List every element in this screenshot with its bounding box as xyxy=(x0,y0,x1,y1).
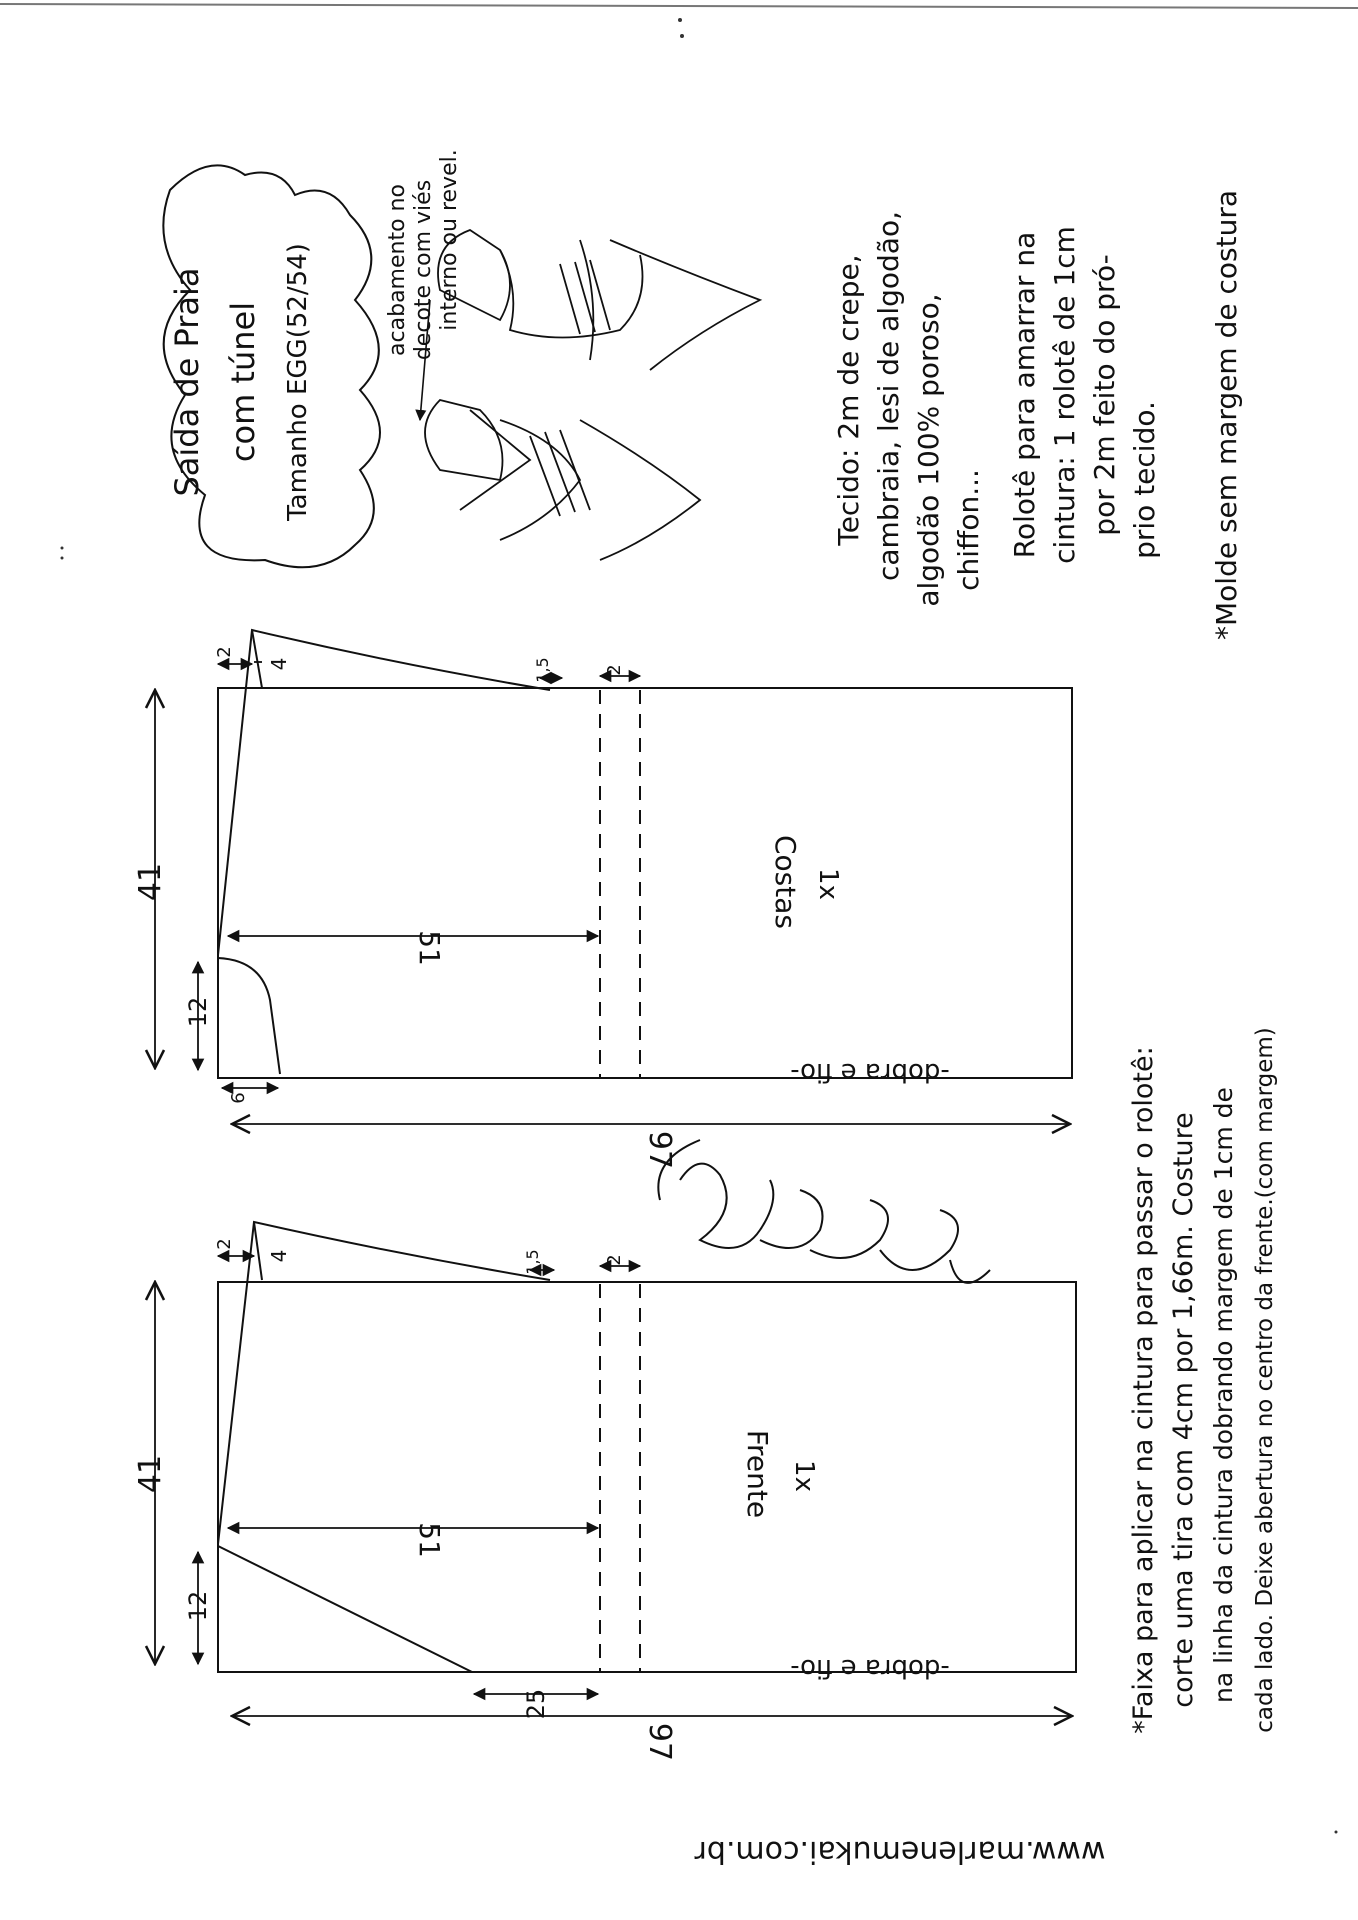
costas-waist-label: 51 xyxy=(413,930,446,966)
frente-shoulder-line xyxy=(218,1222,550,1544)
costas-band-label: 2 xyxy=(604,664,625,676)
finish-note-line-2: decote com viés xyxy=(411,179,436,361)
frente-outline xyxy=(218,1282,1076,1672)
sketch-back-neck-v xyxy=(460,410,530,510)
roulette-note-line-1: Rolotê para amarrar na xyxy=(1008,231,1041,559)
costas-sleeve-drop-label: 4 xyxy=(267,657,291,671)
signature-scribble xyxy=(658,1140,990,1283)
costas-neckline xyxy=(218,958,280,1074)
fabric-note-line-2: cambraia, lesi de algodão, xyxy=(872,211,905,581)
frente-dims xyxy=(155,1256,1072,1716)
seam-allowance-note: *Molde sem margem de costura xyxy=(1210,190,1243,640)
scan-speck-1 xyxy=(678,18,682,22)
finish-note xyxy=(385,149,462,420)
costas-shoulder-line xyxy=(218,630,550,955)
costas-dims xyxy=(155,662,1070,1124)
website-url: www.marlenemukai.com.br xyxy=(694,1834,1106,1869)
roulette-note-line-4: prio tecido. xyxy=(1128,401,1161,559)
costas-piece-qty: 1x xyxy=(813,868,843,900)
frente-piece-name: Frente xyxy=(741,1429,774,1519)
frente-piece xyxy=(218,1222,1076,1672)
frente-shoulder-rise-label: 2 xyxy=(214,1238,235,1250)
sketch-back-sleeve-left xyxy=(425,400,503,480)
costas-piece xyxy=(218,630,1072,1078)
title-line-1: Saída de Praia xyxy=(168,267,206,497)
sash-note-line-3: na linha da cintura dobrando margem de 1cm de xyxy=(1209,1087,1238,1703)
title-line-2: com túnel xyxy=(224,301,262,463)
frente-neckline xyxy=(218,1546,472,1672)
sash-note-line-1: *Faixa para aplicar na cintura para passar o rolotê: xyxy=(1128,1046,1159,1734)
frente-neck-width-label: 25 xyxy=(522,1688,550,1720)
sketch-front-bodice xyxy=(500,250,643,338)
costas-fold-label: -dobra e fio- xyxy=(790,1057,950,1087)
scan-speck-2 xyxy=(680,34,684,38)
costas-neck-depth-label: 12 xyxy=(184,996,212,1028)
costas-shoulder-rise-label: 2 xyxy=(214,646,235,658)
fabric-note-line-4: chiffon... xyxy=(952,469,985,591)
costas-length-label: 97 xyxy=(642,1130,677,1170)
costas-piece-name: Costas xyxy=(769,835,802,929)
sash-note-line-4: cada lado. Deixe abertura no centro da frente.(com margem) xyxy=(1252,1027,1278,1733)
costas-labels xyxy=(133,646,950,1169)
signature xyxy=(658,1140,990,1283)
frente-sleeve-drop-label: 4 xyxy=(267,1249,291,1263)
finish-note-line-3: interno ou revel. xyxy=(437,149,462,331)
frente-neck-depth-label: 12 xyxy=(184,1590,212,1622)
sketch-back-skirt xyxy=(580,420,700,560)
costas-width-label: 41 xyxy=(133,862,168,902)
frente-band-label: 2 xyxy=(604,1254,625,1266)
costas-sleeve-hem xyxy=(252,630,262,688)
sketch-back-bodice xyxy=(500,420,580,540)
frente-fold-label: -dobra e fio- xyxy=(790,1653,950,1683)
scan-speck-4 xyxy=(61,557,64,560)
costas-neck-width-label: 6 xyxy=(228,1092,249,1104)
sash-note xyxy=(1128,1027,1278,1733)
sash-note-line-2: corte uma tira com 4cm por 1,66m. Costure xyxy=(1168,1112,1199,1708)
costas-underarm-label: 1,5 xyxy=(533,657,552,683)
garment-sketch-back xyxy=(425,400,700,560)
fabric-note-line-3: algodão 100% poroso, xyxy=(912,293,945,607)
fabric-note-line-1: Tecido: 2m de crepe, xyxy=(832,254,865,546)
scan-speck-3 xyxy=(61,547,64,550)
frente-sleeve-hem xyxy=(254,1222,262,1280)
scan-speck-5 xyxy=(1335,1831,1338,1834)
finish-note-line-1: acabamento no xyxy=(385,184,410,356)
title-line-3: Tamanho EGG(52/54) xyxy=(283,243,313,521)
frente-underarm-label: 1,5 xyxy=(523,1249,542,1275)
title-box xyxy=(163,165,380,567)
fabric-note xyxy=(832,211,985,607)
frente-labels xyxy=(133,1238,950,1761)
roulette-note-line-2: cintura: 1 rolotê de 1cm xyxy=(1048,226,1081,564)
roulette-note-line-3: por 2m feito do pró- xyxy=(1088,254,1121,536)
frente-waist-label: 51 xyxy=(413,1522,446,1558)
roulette-note xyxy=(1008,226,1161,564)
frente-width-label: 41 xyxy=(133,1454,168,1494)
costas-outline xyxy=(218,688,1072,1078)
sketch-front-gathers xyxy=(560,260,610,334)
sketch-front-skirt xyxy=(610,240,760,370)
frente-piece-qty: 1x xyxy=(789,1460,819,1492)
garment-sketch-front xyxy=(438,230,760,370)
scan-top-edge xyxy=(0,4,1358,8)
frente-length-label: 97 xyxy=(642,1722,677,1762)
